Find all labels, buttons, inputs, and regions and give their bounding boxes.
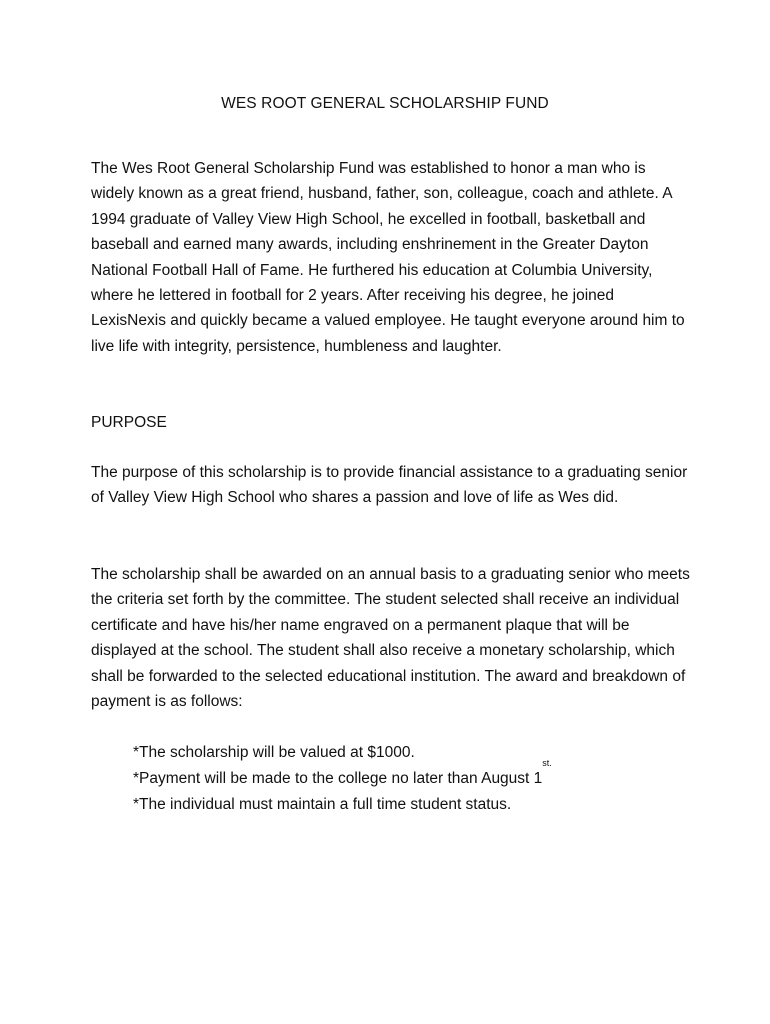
intro-paragraph: The Wes Root General Scholarship Fund was established to honor a man who is widely known as a great friend, husband, father, son, colleague, coach and athlete. A 1994 graduate of Valley View High School, he excelled in football, basketball and baseball and earned many awards, including enshrinement in the Greater Dayton National Football Hall of Fame. He furthered his education at Columbia University, where he lettered in football for 2 years. After receiving his degree, he joined LexisNexis and quickly became a valued employee. He taught everyone around him to live life with integrity, persistence, humbleness and laughter. xyxy=(91,160,685,355)
payment-terms-list xyxy=(133,740,693,818)
list-item-text: *Payment will be made to the college no later than August 1 xyxy=(133,770,543,787)
list-item xyxy=(133,758,693,792)
purpose-heading: PURPOSE xyxy=(91,414,167,431)
award-paragraph: The scholarship shall be awarded on an annual basis to a graduating senior who meets the criteria set forth by the committee. The student selected shall receive an individual certificate and have his/her name engraved on a permanent plaque that will be displayed at the school. The student shall also receive a monetary scholarship, which shall be forwarded to the selected educational institution. The award and breakdown of payment is as follows: xyxy=(91,566,690,711)
list-item-text: *The individual must maintain a full time student status. xyxy=(133,796,512,813)
list-item xyxy=(133,792,693,818)
document-title: WES ROOT GENERAL SCHOLARSHIP FUND xyxy=(221,95,549,112)
list-item-text: *The scholarship will be valued at $1000. xyxy=(133,744,415,761)
list-item xyxy=(133,740,693,766)
purpose-paragraph: The purpose of this scholarship is to provide financial assistance to a graduating senior of Valley View High School who shares a passion and love of life as Wes did. xyxy=(91,464,688,507)
ordinal-superscript: st. xyxy=(542,758,552,768)
